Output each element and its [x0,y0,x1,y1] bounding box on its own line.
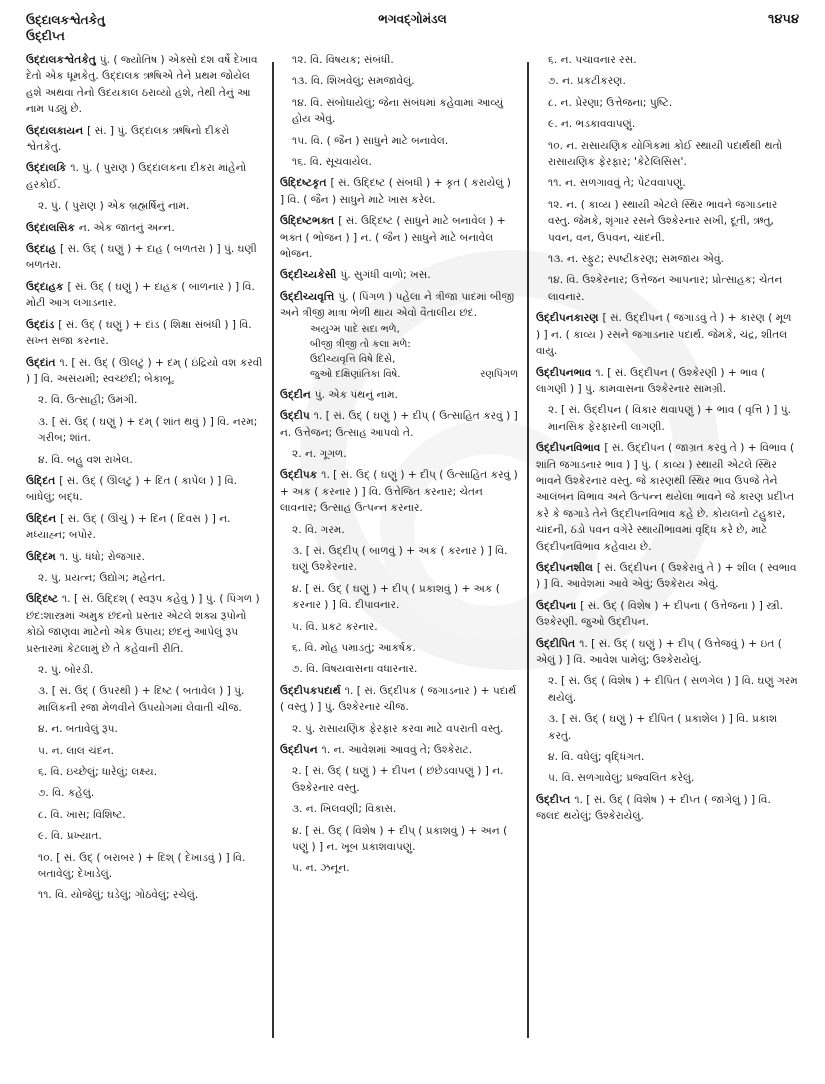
sense-line: ૯. ન. ભડકાવવાપણું. [548,118,636,131]
dictionary-entry [280,289,518,382]
headword: ઉદ્દિન [26,512,57,525]
verse-text: ઉદીચ્યવૃત્તિ વિષે દિસે, [310,353,396,365]
definition: પું. ( પિંગળ ) પહેલા ને ત્રીજા પાદમાં બીજી અને ત્રીજી માત્રા ભેળી થાય એવો વૈતાલીય છંદ. [280,290,515,320]
sense-line: ૧૨. વિ. વિષયક; સંબંધી. [292,54,394,66]
dictionary-entry [26,160,266,193]
dictionary-entry [280,213,518,262]
dictionary-entry [26,473,266,506]
sense-line: ૧૪. વિ. ઉશ્કેરનાર; ઉત્તેજન આપનાર; પ્રોત્સાહક; ચેતન લાવનાર. [548,274,783,303]
headword: ઉદ્દીપનભાવ [536,366,592,379]
sense-line: ૩. [ સં. ઉદ્ ( ઉપરથી ) + દિષ્ટ ( બતાવેલ ) ] પું. માલિકની રજા મેળવીને ઉપયોગમાં લેવાતી ચીજ. [38,685,245,714]
definition: [ સં. ઉદ્દીપન ( ઉશ્કેરાવું તે ) + શીલ ( સ્વભાવ ) ] વિ. આવેશમાં આવે એવું; ઉશ્કેરાય એવું. [536,561,797,591]
dictionary-entry [536,598,798,631]
sense-line: ૮. ન. પ્રેરણા; ઉત્તેજના; પુષ્ટિ. [548,96,673,109]
definition: [ સં. ઉદ્ ( ઘણું ) + દાહ ( બળતરા ) ] પું. ઘણી બળતરા. [26,243,257,272]
dictionary-entry [26,52,266,118]
dictionary-entry [26,279,266,312]
sense-line: ૧૩. ન. સ્ફુટ; સ્પષ્ટીકરણ; સમજાય એવું. [548,253,724,266]
sense-line: ૨. પું. ( પુરાણ ) એક બ્રહ્મર્ષિનું નામ. [38,200,190,213]
sense-line: ૧૫. વિ. ( જૈન ) સાધુને માટે બનાવેલ. [292,134,449,147]
dictionary-entry [280,742,518,758]
sense-line: ૨. વિ. ઉત્સાહી; ઉમંગી. [38,394,138,407]
verse-text: જુઓ દક્ષિણાંતિકા વિષે. [310,368,401,380]
dictionary-entry [26,241,266,274]
definition: [ સં. ઉદ્ ( ઘણું ) + દાંડ ( શિક્ષા સંબંધી ) ] વિ. સખ્ત સજા કરનાર. [26,318,252,348]
dictionary-entry [280,267,518,283]
verse-line [280,367,518,382]
definition: ૧. [ સં. ઉદ્ ( વિશેષ ) + દીપ્ત ( જાગેલું ) ] વિ. જલદ થયેલું; ઉશ્કેરાયેલું. [536,793,771,823]
dictionary-entry [26,317,266,350]
headword: ઉદ્દિષ્ટ [26,593,59,606]
definition: ૧. [ સં. ઉદ્ ( ઘણું ) + દીપ્ ( ઉત્સાહિત કરવું ) + અક ( કરનાર ) ] વિ. ઉત્તેજિત કરનાર; ચેતન લાવનાર; ઉત્સાહ ઉત્પન્ન કરનાર. [280,469,518,515]
definition: ૧. પું. ધંધો; રોજગાર. [59,550,145,563]
headword: ઉદ્દીચ્યવૃત્તિ [280,290,335,303]
headword: ઉદ્દાલકાયન [26,124,84,137]
page-number: ૧૪૫૪ [767,12,799,27]
dictionary-entry [280,408,518,441]
definition: પું. સુગંધી વાળો; ખસ. [340,269,431,282]
definition: [ સં. ઉદ્ ( ઊલટું ) + દિત ( કાપેલ ) ] વિ. બાંધેલું; બદ્ધ. [26,474,238,504]
sense-line: ૨. ન. ગૂગળ. [292,447,347,460]
definition: [ સં. ઉદ્દીપન ( જગાડવું તે ) + કારણ ( મૂળ ) ] ન. ( કાવ્ય ) રસને જગાડનાર પદાર્થ. જેમકે, ચંદ્ર, શીતલ વાયુ. [536,312,792,358]
dictionary-entry [536,560,798,593]
dictionary-entry [280,175,518,208]
sense-line: ૨. [ સં. ઉદ્ ( ઘણું ) + દીપન ( છંછેડવાપણું ) ] ન. ઉશ્કેરનાર વસ્તુ. [292,765,504,794]
dictionary-entry [26,511,266,544]
dictionary-entry [280,467,518,516]
headword: ઉદ્દાંડ [26,318,55,331]
headword: ઉદ્દીપ્ત [536,793,571,806]
dictionary-entry [26,591,266,657]
definition: [ સં. ઉદ્ ( ઊંચું ) + દિન ( દિવસ ) ] ન. મધ્યાહ્ન; બપોર. [26,512,231,542]
column-divider [527,62,529,1038]
headword: ઉદ્દીપક [280,469,318,482]
sense-line: ૭. ન. પ્રકટીકરણ. [548,75,626,88]
sense-line: ૪. [ સં. ઉદ્ ( વિશેષ ) + દીપ્ ( પ્રકાશવું ) + અન ( પણું ) ] ન. ખૂબ પ્રકાશવાપણું. [292,824,508,854]
sense-line: ૨. પું. રાસાયણિક ફેરફાર કરવા માટે વપરાતી વસ્તુ. [292,722,504,735]
sense-line: ૬. વિ. ઇચ્છેલું; ધારેલું; લક્ષ્ય. [38,766,158,779]
sense-line: ૧૦. ન. રાસાયણિક યોગિકમાં કોઈ સ્થાયી પદાર્થથી થતો રાસાયણિક ફેરફાર; 'કેટેલિસિસ'. [548,139,783,169]
dictionary-entry [536,792,798,825]
sense-line: ૪. ન. બતાવેલું રૂપ. [38,723,118,736]
page-title: ભગવદ્ગોમંડલ [378,12,447,26]
dictionary-entry [26,123,266,156]
column-3 [536,52,798,830]
sense-line: ૧૬. વિ. સૂચવાયેલ. [292,156,372,169]
sense-line: ૧૧. ન. સળગાવવું તે; પેટવવાપણું. [548,177,686,190]
dictionary-entry [536,636,798,669]
sense-line: ૨. [ સં. ઉદ્દીપન ( વિકાર થવાપણું ) + ભાવ ( વૃત્તિ ) ] પું. માનસિક ફેરફારની લાગણી. [548,404,791,433]
headword: ઉદ્દીપિત [536,637,576,650]
definition: [ સં. ] પું. ઉદ્દાલક ઋષિનો દીકરો શ્વેતકેતુ. [26,124,230,154]
dictionary-entry [280,387,518,403]
verse-text: બીજી ત્રીજી તો કલા મળે: [310,338,411,350]
definition: ૧. ન. આવેશમાં આવવું તે; ઉશ્કેરાટ. [321,744,473,756]
verse-text: અયુગ્મ પાદે સદા ભળે, [310,323,400,335]
sense-line: ૬. વિ. મોહ પમાડતું; આકર્ષક. [292,641,416,654]
definition: ૧. [ સં. ઉદ્દિશ્ ( સ્વરૂપ કહેવું ) ] પું. ( પિંગળ ) છંદ:શાસ્ત્રમાં અમુક છંદનો પ્રસ્તાર એટલે શક્ય રૂપોનો કોઠો જાણવા માટેનો એક ઉપાય; છંદનું આપેલું રૂપ પ્રસ્તારમાં કેટલામું છે તે કહેવાની રીતિ. [26,593,260,655]
definition: ૧. [ સં. ઉદ્ ( ઘણું ) + દીપ્ ( ઉત્સાહિત કરવું ) ] ન. ઉત્તેજન; ઉત્સાહ આપવો તે. [280,410,518,439]
sense-line: ૧૨. ન. ( કાવ્ય ) સ્થાયી એટલે સ્થિર ભાવને જગાડનાર વસ્તુ. જેમકે, શૃંગાર રસને ઉશ્કેરનાર સખી, દૂતી, ઋતુ, પવન, વન, ઉપવન, ચાંદની. [548,198,778,244]
sense-line: ૨. પું. બોરડી. [38,664,94,676]
sense-line: ૫. વિ. સળગાવેલું; પ્રજ્વલિત કરેલું. [548,772,695,785]
headword: ઉદ્દાલકશ્વેતકેતુ [26,54,96,66]
dictionary-entry [536,365,798,398]
sense-line: ૩. [ સં. ઉદ્ ( ઘણું ) + દીપિત ( પ્રકાશેલ ) ] વિ. પ્રકાશ કરતું. [548,713,778,742]
sense-line: ૪. વિ. બહુ વશ રાખેલ. [38,453,133,466]
headword: ઉદ્દિમ [26,550,56,563]
column-divider [272,62,274,1038]
definition: ૧. પું. ( પુરાણ ) ઉદ્દાલકના દીકરા માંહેનો હરકોઈ. [26,162,247,191]
headword: ઉદ્દાહક [26,280,64,293]
headword: ઉદ્દીન [280,388,311,401]
sense-line: ૧૪. વિ. સંબોધાયેલું; જેના સંબંધમાં કહેવામાં આવ્યું હોય એવું. [292,96,504,126]
headword: ઉદ્દીપના [536,599,577,612]
sense-line: ૫. ન. લાલ ચંદન. [38,744,114,757]
sense-line: ૫. ન. ઝનૂન. [292,862,350,875]
dictionary-entry [26,355,266,388]
headword: ઉદ્દીપનવિભાવ [536,442,601,455]
definition: ૧. [ સં. ઉદ્દીપન ( ઉશ્કેરણી ) + ભાવ ( લાગણી ) ] પું. કામવાસના ઉશ્કેરનાર સામગ્રી. [536,366,766,395]
verse-line [280,322,518,337]
sense-line: ૮. વિ. ખાસ; વિશિષ્ટ. [38,808,126,821]
sense-line: ૧૩. વિ. શિખવેલું; સમજાવેલું. [292,75,415,88]
verse-line [280,337,518,352]
headword: ઉદ્દાલકિ [26,162,67,175]
sense-line: ૧૧. વિ. યોજેલું; ઘડેલું; ગોઠવેલું; રચેલું. [38,889,199,902]
dictionary-entry [536,440,798,555]
sense-line: ૧૦. [ સં. ઉદ્ ( બરાબર ) + દિશ્ ( દેખાડવું ) ] વિ. બતાવેલું; દેખાડેલું. [38,851,246,881]
headword: ઉદ્દીપનશીલ [536,561,593,574]
sense-line: ૪. [ સં. ઉદ્ ( ઘણું ) + દીપ્ ( પ્રકાશવું ) + અક ( કરનાર ) ] વિ. દીપાવનાર. [292,582,500,612]
headword: ઉદ્દિષ્ટકૃત [280,177,327,190]
definition: [ સં. ઉદ્દિષ્ટ ( સંબધી ) + કૃત ( કરાયેલું ) ] વિ. ( જૈન ) સાધુને માટે ખાસ કરેલ. [280,177,511,206]
headword: ઉદ્દાહ [26,243,56,256]
definition: પું. ( જ્યોતિષ ) એક્સો દશ વર્ષે દેખાવ દેતો એક ધૂમકેતુ. ઉદ્દાલક ઋષિએ તેને પ્રથમ જોયેલ હશે અથવા તેનો ઉદયકાલ ઠરાવ્યો હશે, તેથી તેનું આ નામ પડ્યું છે. [26,54,258,116]
headword: ઉદ્દીપ [280,410,310,423]
sense-line: ૨. વિ. ગરમ. [292,523,345,536]
sense-line: ૨. [ સં. ઉદ્ ( વિશેષ ) + દીપિત ( સળગેલ ) ] વિ. ઘણું ગરમ થયેલું. [548,675,798,704]
headword: ઉદ્દીપન [280,744,318,756]
sense-line: ૨. પું. પ્રયત્ન; ઉદ્યોગ; મહેનત. [38,571,166,584]
dictionary-entry [280,683,518,716]
column-2 [280,52,518,882]
dictionary-entry [536,310,798,359]
sense-line: ૩. [ સં. ઉદ્ ( ઘણું ) + દમ્ ( શાંત થવું ) ] વિ. નરમ; ગરીબ; શાંત. [38,415,258,445]
sense-line: ૯. વિ. પ્રખ્યાત. [38,830,102,843]
definition: [ સં. ઉદ્દીપન ( જાગ્રત કરવું તે ) + વિભાવ ( શાંતિ જગાડનાર ભાવ ) ] પું. ( કાવ્ય ) સ્થાયી એટલે સ્થિર ભાવને ઉશ્કેરનાર વસ્તુ. જે કારણથી સ્થિર ભાવ ઉપજે તેને આલંબન વિભાવ અને ઉત્પન્ન થયેલા ભાવને જે કારણ પ્રદીપ્ત કરે કે જગાડે તેને ઉદ્દીપનવિભાવ કહે છે. કોયલનો ટહુકાર, ચાંદની, ઠંડો પવન વગેરે સ્થાયીભાવમાં વૃદ્ધિ કરે છે, માટે ઉદ્દીપનવિભાવ કહેવાય છે. [536,442,795,553]
sense-line: ૬. ન. પચાવનાર રસ. [548,54,637,66]
guide-word-first: ઉદ્દાલકશ્વેતકેતુ [26,13,106,27]
definition: [ સં. ઉદ્ ( ઘણું ) + દાહક ( બાળનાર ) ] વિ. મોટી આગ લગાડનાર. [26,280,255,310]
dictionary-entry [26,220,266,236]
verse-source: રણપિંગળ [480,368,518,380]
sense-line: ૪. વિ. વધેલું; વૃદ્ધિંગત. [548,751,645,764]
column-1 [26,52,266,909]
definition: [ સં. ઉદ્દિષ્ટ ( સાધુને માટે બનાવેલ ) + ભક્ત ( ભોજન ) ] ન. ( જૈન ) સાધુને માટે બનાવેલ ભોજન. [280,215,506,261]
definition: [ સં. ઉદ્ ( વિશેષ ) + દીપના ( ઉત્તેજના ) ] સ્ત્રી. ઉશ્કેરણી. જુઓ ઉદ્દીપન. [536,599,784,629]
verse-line [280,352,518,367]
headword: ઉદ્દાંત [26,356,56,369]
sense-line: ૩. [ સં. ઉદ્દીપ્ ( બાળવું ) + અક ( કરનાર ) ] વિ. ઘણું ઉશ્કેરનાર. [292,544,508,574]
sense-line: ૭. વિ. કહેલું. [38,787,95,800]
definition: ૧. [ સં. ઉદ્ ( ઘણું ) + દીપ્ ( ઉત્તેજવું ) + ઇત ( એલું ) ] વિ. આવેશ પામેલું; ઉશ્કેરાયેલું. [536,637,782,666]
definition: ન. એક જાતનું અન્ન. [78,221,175,234]
headword: ઉદ્દિત [26,474,56,487]
definition: ૧. [ સં. ઉદ્દીપક ( જગાડનાર ) + પદાર્થ ( વસ્તુ ) ] પું. ઉશ્કેરનાર ચીજ. [280,684,517,714]
guide-word-last: ઉદ્દીપ્ત [26,29,65,43]
sense-line: ૭. વિ. વિષયવાસના વધારનાર. [292,663,418,676]
headword: ઉદ્દીપનકારણ [536,312,599,325]
sense-line: ૩. ન. ખિલવણી; વિકાસ. [292,803,397,816]
headword: ઉદ્દીપકપદાર્થ [280,684,341,697]
definition: ૧. [ સં. ઉદ્ ( ઊલટું ) + દમ્ ( ઇંદ્રિયો વશ કરવી ) ] વિ. અસંયમી; સ્વચ્છંદી; બેકાબૂ. [26,356,263,385]
definition: પું. એક પંથનું નામ. [314,388,399,401]
dictionary-entry [26,549,266,565]
sense-line: ૫. વિ. પ્રકટ કરનાર. [292,620,378,633]
headword: ઉદ્દીચ્યકેસી [280,269,337,282]
headword: ઉદ્દાલસિક [26,221,75,234]
headword: ઉદ્દિષ્ટભક્ત [280,215,335,228]
page-header [26,12,799,52]
